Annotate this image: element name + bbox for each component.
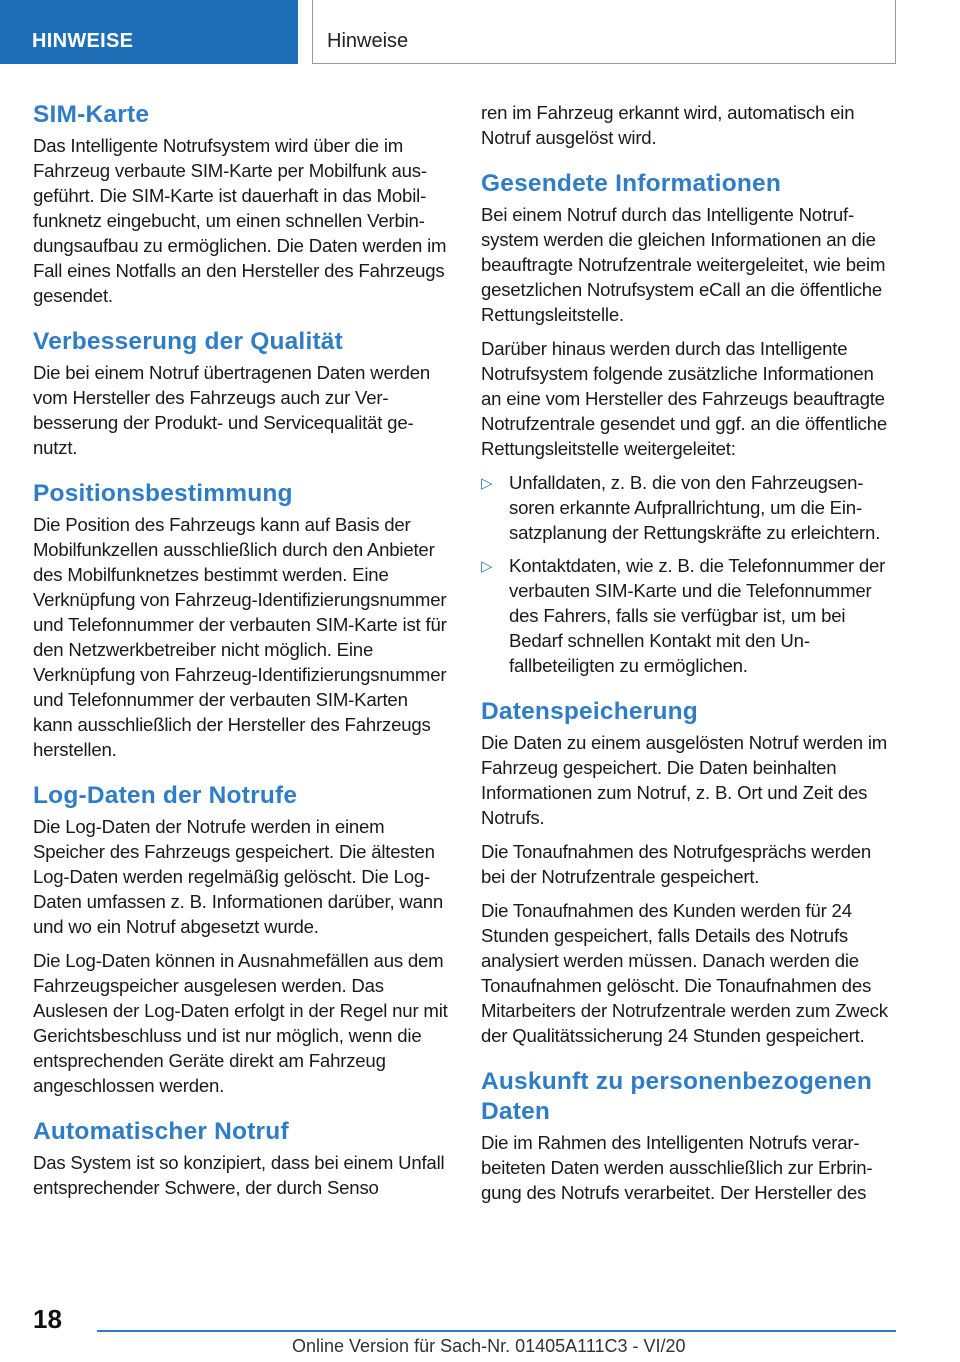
paragraph: Die Position des Fahrzeugs kann auf Basis der Mobilfunkzellen ausschließlich durch den Anbieter des Mobilfunknetzes bestimmt werden. Eine Verknüpfung von Fahrzeug-Identifizierungsnummer und Telefonnummer der verbauten SIM-Karte ist für den Netzwerkbetreiber nicht möglich. Eine Verknüpfung von Fahrzeug-Identifizierungsnummer und Telefonnummer der verbauten SIM-Karten kann ausschließlich der Hersteller des Fahrzeugs herstellen. — [33, 514, 447, 760]
heading-gesendete-informationen: Gesendete Informationen — [481, 170, 782, 197]
list-item — [481, 553, 896, 678]
section-header: Hinweise — [312, 0, 896, 64]
heading-log-daten: Log-Daten der Notrufe — [33, 782, 298, 809]
footer-version-text: Online Version für Sach-Nr. 01405A111C3 - VI/20 — [292, 1336, 686, 1356]
paragraph: ren im Fahrzeug erkannt wird, automatisch ein Notruf ausgelöst wird. — [481, 102, 855, 148]
heading-automatischer-notruf: Automatischer Notruf — [33, 1118, 289, 1145]
paragraph: Darüber hinaus werden durch das Intelligente Notrufsystem folgende zusätzliche Informationen an eine vom Hersteller des Fahrzeugs beauftragte Notrufzentrale gesendet und ggf. an die öffentliche Rettungsleitstelle weitergeleitet: — [481, 338, 888, 459]
paragraph: Das System ist so konzipiert, dass bei einem Unfall entsprechender Schwere, der durch Senso — [33, 1152, 445, 1198]
paragraph: Die im Rahmen des Intelligenten Notrufs verarbeiteten Daten werden ausschließlich zur Erbringung des Notrufs verarbeitet. Der Hersteller des — [481, 1132, 873, 1203]
paragraph: Die Daten zu einem ausgelösten Notruf werden im Fahrzeug gespeichert. Die Daten beinhalten Informationen zum Notruf, z. B. Ort und Zeit des Notrufs. — [481, 732, 888, 828]
heading-qualitaet: Verbesserung der Qualität — [33, 328, 343, 355]
paragraph: Das Intelligente Notrufsystem wird über die im Fahrzeug verbaute SIM-Karte per Mobilfunk ausgeführt. Die SIM-Karte ist dauerhaft in das Mobilfunknetz eingebucht, um einen schnellen Verbindungsaufbau zu ermöglichen. Die Daten werden im Fall eines Notfalls an den Hersteller des Fahrzeugs gesendet. — [33, 135, 447, 306]
paragraph: Die bei einem Notruf übertragenen Daten werden vom Hersteller des Fahrzeugs auch zur Verbesserung der Produkt- und Servicequalität genutzt. — [33, 362, 431, 458]
paragraph: Die Tonaufnahmen des Notrufgesprächs werden bei der Notrufzentrale gespeichert. — [481, 841, 872, 887]
paragraph: Die Log-Daten können in Ausnahmefällen aus dem Fahrzeugspeicher ausgelesen werden. Das Auslesen der Log-Daten erfolgt in der Regel nur mit Gerichtsbeschluss und ist nur möglich, wenn die entsprechenden Geräte direkt am Fahrzeug angeschlossen werden. — [33, 950, 448, 1096]
right-column — [481, 100, 896, 1214]
heading-auskunft: Auskunft zu personenbezogenen Daten — [481, 1068, 873, 1125]
list-item-text: Unfalldaten, z. B. die von den Fahrzeugsensoren erkannte Aufprallrichtung, um die Einsatzplanung der Rettungskräfte zu erleichtern. — [509, 472, 881, 543]
heading-sim-karte: SIM-Karte — [33, 101, 150, 128]
bullet-triangle-icon: ▷ — [481, 475, 493, 492]
page-number: 18 — [33, 1304, 62, 1334]
heading-datenspeicherung: Datenspeicherung — [481, 698, 698, 725]
paragraph: Die Tonaufnahmen des Kunden werden für 24 Stunden gespeichert, falls Details des Notrufs analysiert werden müssen. Danach werden die Tonaufnahmen gelöscht. Die Tonaufnahmen des Mitarbeiters der Notrufzentrale werden zum Zweck der Qualitätssicherung 24 Stunden gespeichert. — [481, 900, 888, 1046]
bullet-triangle-icon: ▷ — [481, 558, 493, 575]
paragraph: Bei einem Notruf durch das Intelligente Notrufsystem werden die gleichen Informationen an die beauftragte Notrufzentrale weitergeleitet, wie beim gesetzlichen Notrufsystem eCall an die öffentliche Rettungsleitstelle. — [481, 204, 886, 325]
left-column — [33, 100, 448, 1209]
info-bullet-list — [481, 470, 896, 678]
list-item-text: Kontaktdaten, wie z. B. die Telefonnummer der verbauten SIM-Karte und die Telefonnummer des Fahrers, falls sie verfügbar ist, um bei Bedarf schnellen Kontakt mit den Unfallbeteiligten zu ermöglichen. — [509, 555, 886, 676]
heading-positionsbestimmung: Positionsbestimmung — [33, 480, 293, 507]
footer-divider — [97, 1330, 896, 1332]
list-item — [481, 470, 896, 545]
chapter-tab: HINWEISE — [0, 0, 298, 64]
paragraph: Die Log-Daten der Notrufe werden in einem Speicher des Fahrzeugs gespeichert. Die ältesten Log-Daten werden regelmäßig gelöscht. Die Log-Daten umfassen z. B. Informationen darüber, wann und wo ein Notruf abgesetzt wurde. — [33, 816, 444, 937]
